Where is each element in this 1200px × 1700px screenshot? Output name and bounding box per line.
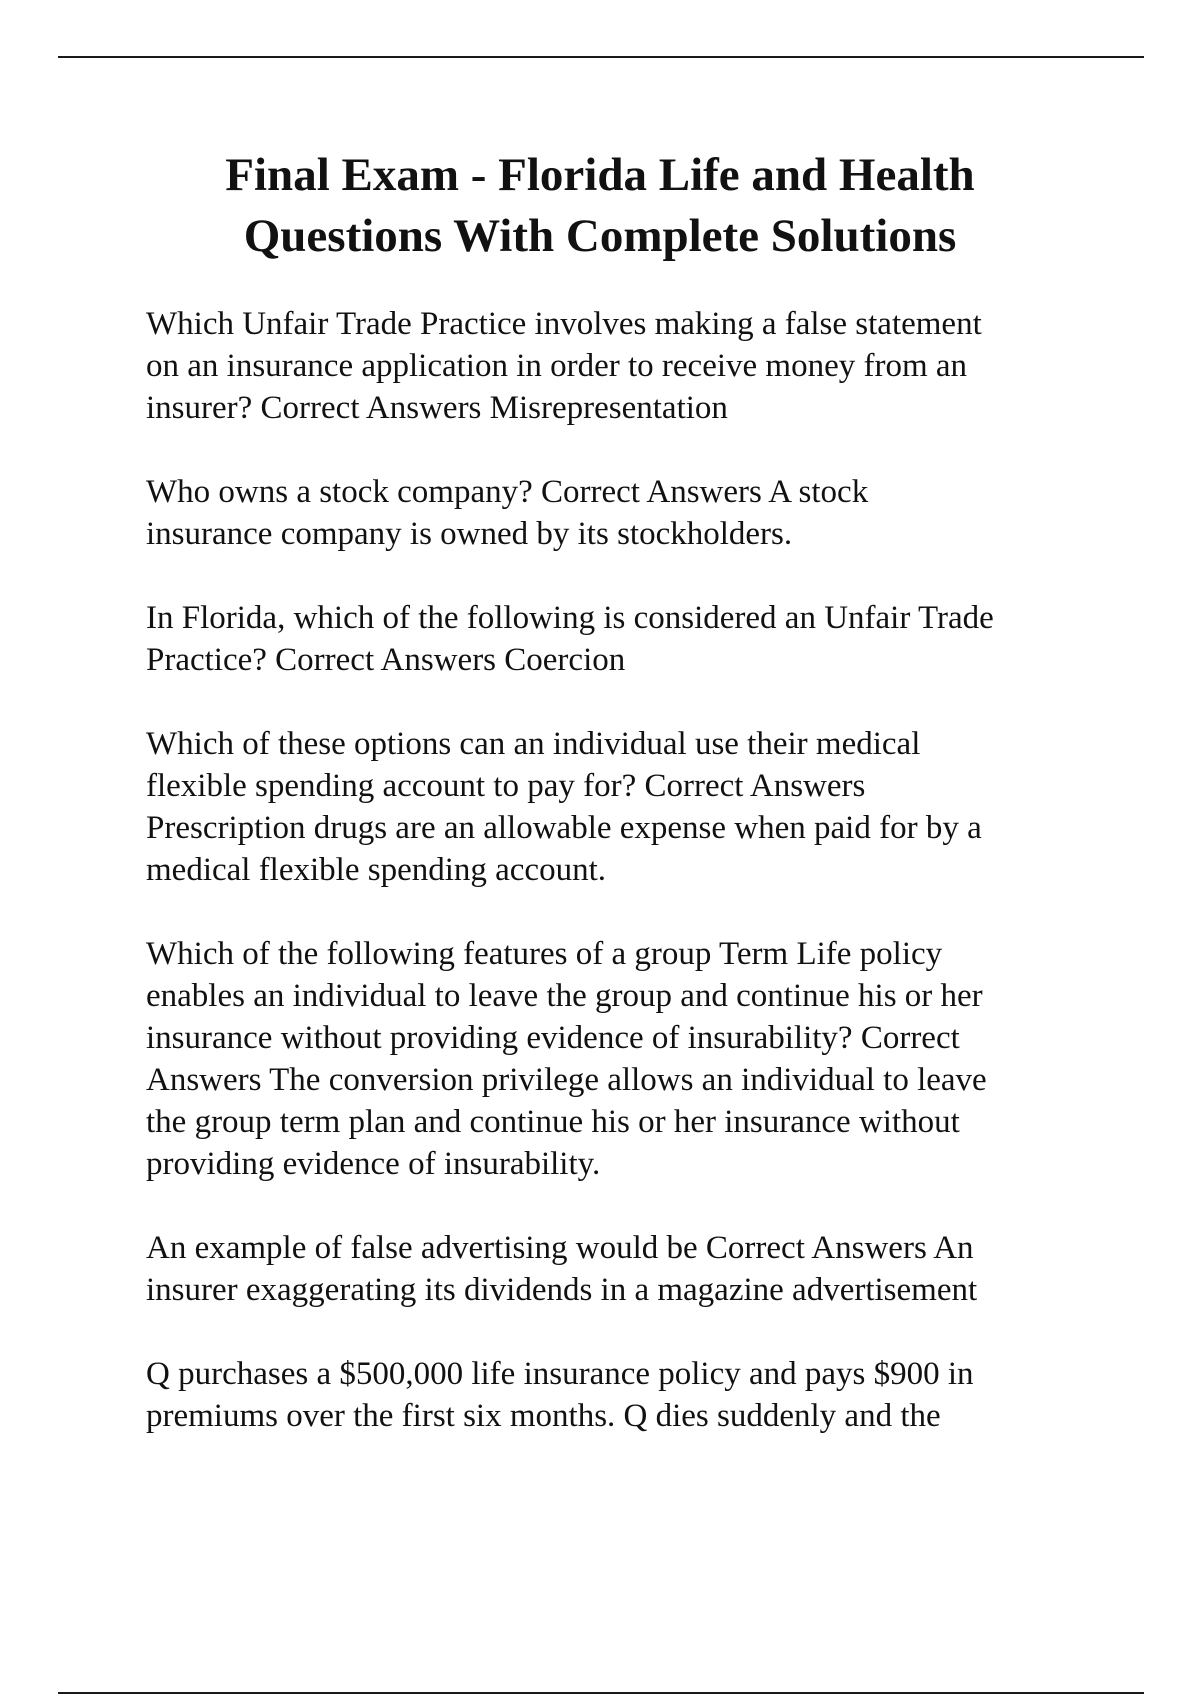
- qa-line: An example of false advertising would be Correct Answers An: [146, 1230, 974, 1266]
- page-title: [60, 145, 1140, 267]
- qa-line: In Florida, which of the following is considered an Unfair Trade: [146, 600, 994, 636]
- qa-line: flexible spending account to pay for? Correct Answers: [146, 768, 866, 804]
- qa-list: [146, 303, 1096, 1479]
- qa-item: [146, 933, 1096, 1185]
- qa-line: Answers The conversion privilege allows an individual to leave: [146, 1062, 987, 1098]
- qa-line: insurance without providing evidence of insurability? Correct: [146, 1020, 960, 1056]
- top-rule: [58, 56, 1144, 58]
- qa-item: [146, 1353, 1096, 1437]
- qa-line: on an insurance application in order to receive money from an: [146, 348, 968, 384]
- qa-line: providing evidence of insurability.: [146, 1146, 601, 1182]
- qa-line: insurance company is owned by its stockholders.: [146, 516, 793, 552]
- qa-line: insurer? Correct Answers Misrepresentation: [146, 390, 728, 426]
- qa-item: [146, 1227, 1096, 1311]
- bottom-rule: [58, 1692, 1144, 1694]
- qa-line: insurer exaggerating its dividends in a magazine advertisement: [146, 1272, 978, 1308]
- qa-line: Q purchases a $500,000 life insurance policy and pays $900 in: [146, 1356, 974, 1392]
- qa-line: Practice? Correct Answers Coercion: [146, 642, 626, 678]
- qa-line: Who owns a stock company? Correct Answers A stock: [146, 474, 869, 510]
- qa-line: Prescription drugs are an allowable expense when paid for by a: [146, 810, 982, 846]
- qa-line: the group term plan and continue his or her insurance without: [146, 1104, 960, 1140]
- qa-line: Which Unfair Trade Practice involves making a false statement: [146, 306, 982, 342]
- qa-item: [146, 597, 1096, 681]
- qa-line: enables an individual to leave the group and continue his or her: [146, 978, 983, 1014]
- qa-item: [146, 471, 1096, 555]
- qa-item: [146, 303, 1096, 429]
- title-line-2: Questions With Complete Solutions: [243, 210, 957, 262]
- qa-item: [146, 723, 1096, 891]
- qa-line: Which of these options can an individual use their medical: [146, 726, 921, 762]
- qa-line: premiums over the first six months. Q dies suddenly and the: [146, 1398, 941, 1434]
- qa-line: Which of the following features of a group Term Life policy: [146, 936, 943, 972]
- title-line-1: Final Exam - Florida Life and Health: [225, 149, 975, 201]
- qa-line: medical flexible spending account.: [146, 852, 607, 888]
